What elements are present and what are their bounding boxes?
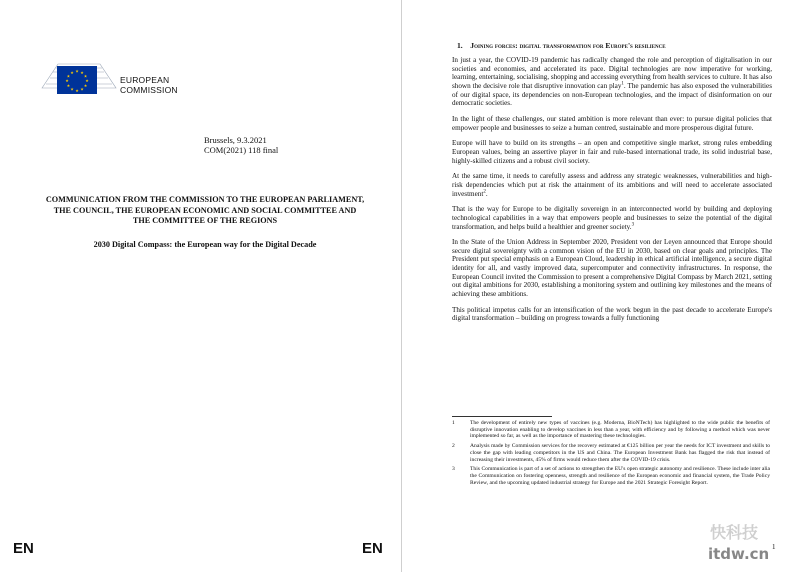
- section-number: 1.: [457, 41, 463, 50]
- paragraph: That is the way for Europe to be digitally sovereign in an interconnected world by building and deploying technological capabilities in a way that empowers people and businesses to seize the potential of the digital transformation, and helps build a healthier and greener society.$^3$: [452, 205, 772, 231]
- communication-subtitle: 2030 Digital Compass: the European way for the Digital Decade: [93, 240, 317, 249]
- svg-text:★: ★: [80, 86, 84, 92]
- footnote-ref[interactable]: 3: [631, 222, 635, 228]
- footnote: [452, 443, 770, 463]
- page-number: 1: [772, 543, 776, 551]
- svg-text:★: ★: [75, 68, 79, 74]
- svg-text:★: ★: [85, 78, 89, 84]
- communication-title: COMMUNICATION FROM THE COMMISSION TO THE EUROPEAN PARLIAMENT, THE COUNCIL, THE EUROPEAN ECONOMIC AND SOCIAL COMMITTEE AND THE COMMITTEE OF THE REGIONS: [45, 195, 365, 225]
- footnote-number: 1: [452, 420, 455, 426]
- svg-text:★: ★: [70, 69, 74, 75]
- footnote-text: Analysis made by Commission services for the recovery estimated at €125 billion per year the needs for ICT investment and skills to close the gap with leading competitors in the US and China. The European Investment Bank has flagged the risk that instead of increasing their investments, 45% of firms would reduce them after the COVID-19 crisis.: [470, 443, 770, 463]
- svg-text:★: ★: [66, 83, 71, 88]
- footnote-text: The development of entirely new types of vaccines (e.g. Moderna, BioNTech) has highlighted to the wide public the benefits of disruptive innovation enabling to develop vaccines in less than a year, with efficiency and by following a method which was never implemented so far, as well as the importance of mastering these technologies.: [470, 420, 770, 440]
- footnote-number: 2: [452, 443, 455, 450]
- footnote: [452, 420, 770, 440]
- svg-text:★: ★: [75, 88, 79, 93]
- svg-text:★: ★: [80, 69, 84, 75]
- footnote-text: This Communication is part of a set of actions to strengthen the EU's open strategic autonomy and resilience. These include inter alia the Communication on fostering openness, strength and resilience of the European economic and financial system, the Trade Policy Review, and the upcoming updated industrial strategy for Europe and the 2021 Strategic Foresight Report.: [470, 466, 770, 486]
- svg-text:★: ★: [83, 83, 88, 88]
- footnote-ref[interactable]: 2: [483, 189, 486, 195]
- footnote: [452, 466, 770, 486]
- logo-line-1: EUROPEAN: [120, 75, 170, 85]
- place-date: Brussels, 9.3.2021: [204, 135, 267, 145]
- right-page: [402, 0, 800, 572]
- paragraph: In the State of the Union Address in September 2020, President von der Leyen announced that Europe should secure digital sovereignty with a common vision of the EU in 2030, based on clear goals and principles. The President put special emphasis on a European Cloud, leadership in ethical artificial intelligence, a secure digital identity for all, and vastly improved data, supercomputer and connectivity infrastructures. In response, the European Council invited the Commission to present a comprehensive Digital Compass by March 2021, setting out digital ambitions for 2030, establishing a monitoring system and outlining key milestones and the means of achieving these ambitions.: [452, 238, 772, 299]
- paragraph: In just a year, the COVID-19 pandemic has radically changed the role and perception of digitalisation in our societies and economies, and accelerated its pace. Digital technologies are now imperative for working, learning, entertaining, socialising, shopping and accessing everything from health services to culture. It has also shown the decisive role that disruptive innovation can play$^1$. The pandemic has also exposed the vulnerabilities of our digital space, its dependencies on non-European technologies, and the impact of disinformation on our democratic societies.: [452, 56, 772, 108]
- document-header: [204, 135, 278, 155]
- paragraph: At the same time, it needs to carefully assess and address any strategic weaknesses, vulnerabilities and high-risk dependencies which put at risk the attainment of its ambitions and will need to accelerate associated investment$^2$.: [452, 172, 772, 198]
- logo-wordmark: [120, 75, 178, 95]
- document-reference: COM(2021) 118 final: [204, 145, 279, 155]
- paragraph: Europe will have to build on its strengths – an open and competitive single market, strong rules embedding European values, being an assertive player in fair and rule-based international trade, its solid industrial base, highly-skilled citizens and a robust civil society.: [452, 139, 772, 165]
- watermark-line-1: 快科技: [710, 523, 759, 542]
- body-text: [452, 56, 772, 330]
- footnote-ref[interactable]: 1: [621, 81, 624, 87]
- logo-line-2: COMMISSION: [120, 85, 178, 95]
- svg-text:★: ★: [65, 78, 69, 84]
- section-heading: [457, 41, 666, 50]
- eu-flag-icon: [57, 66, 97, 94]
- language-code-left: EN: [13, 540, 34, 557]
- footnote-number: 3: [452, 466, 455, 473]
- svg-text:★: ★: [70, 86, 74, 92]
- svg-text:★: ★: [83, 73, 88, 79]
- section-title: Joining forces: digital transformation for Europe's resilience: [470, 41, 666, 50]
- footnote-divider: [452, 416, 552, 417]
- language-code-right: EN: [362, 540, 383, 557]
- footnotes: [452, 420, 770, 489]
- paragraph: In the light of these challenges, our stated ambition is more relevant than ever: to pursue digital policies that empower people and businesses to seize a human centred, sustainable and more prosperous digital future.: [452, 114, 772, 132]
- watermark-line-2: itdw.cn: [708, 545, 770, 563]
- svg-text:★: ★: [66, 73, 71, 79]
- site-watermark: [708, 520, 800, 572]
- paragraph: This political impetus calls for an intensification of the work begun in the past decade to accelerate Europe's digital transformation – building on progress towards a fully functioning: [452, 305, 772, 323]
- ec-logo: [40, 58, 200, 98]
